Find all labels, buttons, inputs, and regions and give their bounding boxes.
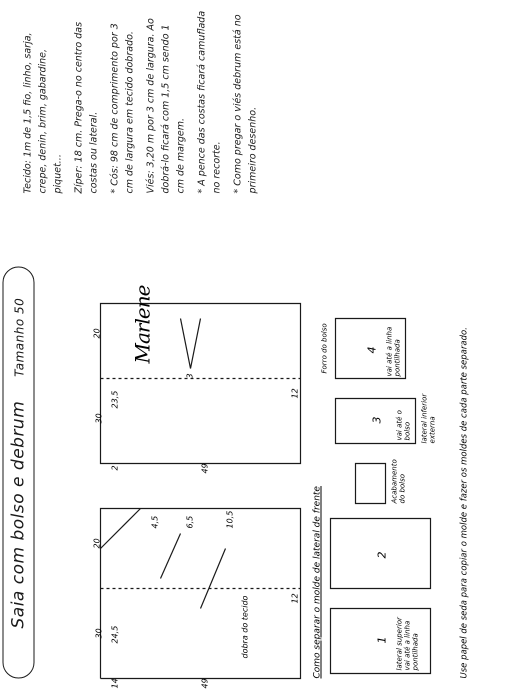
piece-acab	[356, 464, 386, 504]
piece-lateral-sup: lateral superior vai até a linha pontilhada	[395, 617, 420, 671]
piece-vai-bolso: vai até o bolso	[395, 410, 412, 441]
back-dim-20: 20	[92, 328, 102, 339]
back-dim-235: 23,5	[110, 390, 120, 409]
piece-lateral-inf: lateral inferior externa	[420, 393, 437, 444]
size-label: Tamanho 50	[12, 297, 27, 377]
notes-block	[21, 9, 267, 194]
note-zipper: Zíper: 18 cm. Prega-o no centro das costas ou lateral.	[73, 21, 100, 194]
front-dim-105: 10,5	[225, 510, 235, 529]
note-fabric: Tecido: 1m de 1,5 fio, linho, sarja, crepe, denin, brim, gabardine, piquet...	[22, 32, 64, 194]
front-curve	[101, 509, 141, 549]
front-dim-14: 14	[110, 678, 120, 689]
front-dim-45: 4,5	[150, 515, 160, 529]
front-dim-245: 24,5	[110, 625, 120, 644]
pocket-line-1	[161, 534, 181, 579]
back-dart-3: 3	[185, 373, 195, 379]
front-dim-65: 6,5	[185, 515, 195, 529]
title-text: Saia com bolso e debrum	[8, 400, 29, 629]
back-dim-2: 2	[110, 465, 120, 471]
note-bias: Viés: 3,20 m por 3 cm de largura. Ao dobrá-lo ficará com 1,5 cm sendo 1 cm de margem.	[145, 18, 187, 194]
rotated-page	[1, 0, 508, 699]
front-width-49: 49	[200, 678, 210, 689]
signature: Marlene	[130, 285, 155, 364]
note-dart: * A pence das costas ficará camuflada no recorte.	[196, 10, 223, 194]
piece-forro: Forro do bolso	[320, 323, 329, 374]
separation-title: Como separar o molde de lateral de frente	[312, 486, 323, 679]
front-panel-outline	[101, 509, 301, 679]
back-dim-30: 30	[94, 413, 104, 424]
note-debrum: * Como pregar o viés debrum está no primeiro desenho.	[232, 14, 259, 194]
piece-3-label: 3	[370, 416, 384, 424]
front-dim-20: 20	[92, 538, 102, 549]
footer-note: Use papel de seda para copiar o molde e fazer os moldes de cada parte separado.	[459, 327, 470, 679]
front-dim-30: 30	[94, 628, 104, 639]
piece-vai-linha: vai até a linha pontilhada	[385, 326, 402, 377]
back-width-49: 49	[200, 463, 210, 474]
piece-2-label: 2	[375, 551, 389, 559]
back-dart	[181, 319, 201, 369]
pocket-line-2	[201, 549, 226, 609]
piece-1-label: 1	[375, 636, 389, 644]
back-bottom-12: 12	[290, 388, 300, 399]
front-fold-label: dobra do tecido	[240, 595, 250, 659]
piece-4-label: 4	[365, 346, 379, 354]
note-waistband: * Cós: 98 cm de comprimento por 3 cm de largura em tecido dobrado.	[109, 23, 136, 194]
piece-acab-label: Acabamento do bolso	[390, 459, 407, 504]
front-bottom-12: 12	[290, 593, 300, 604]
